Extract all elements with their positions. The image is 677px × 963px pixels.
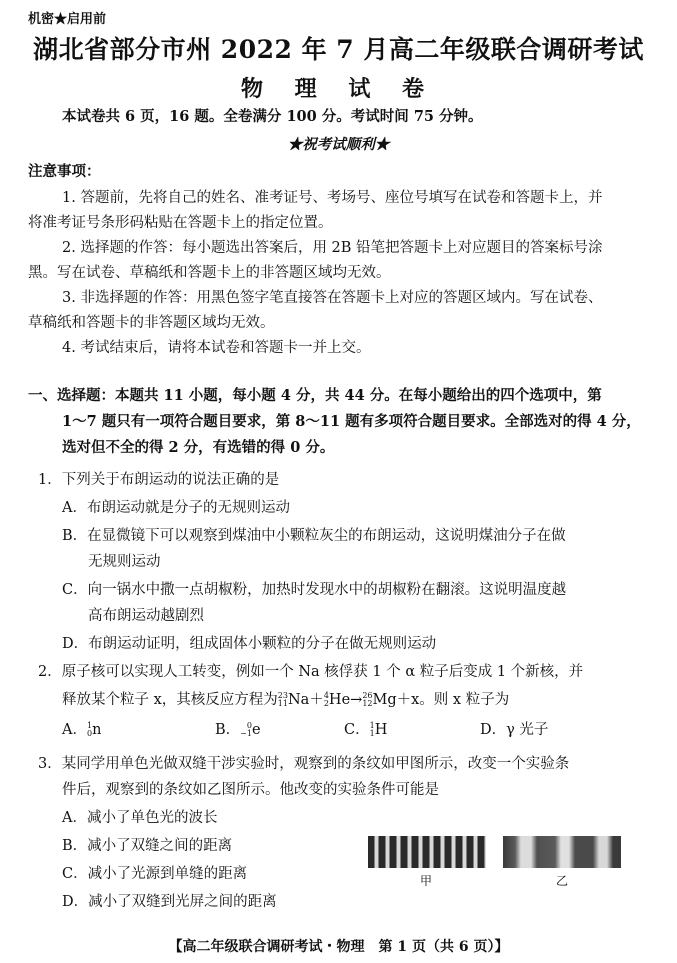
section-heading: 1～7 题只有一项符合题目要求，第 8～11 题有多项符合题目要求。全部选对的得 4 分， [62, 413, 641, 430]
notice-line: 4. 考试结束后，请将本试卷和答题卡一并上交。 [62, 340, 371, 356]
q1-option-c-cont: 高布朗运动越剧烈 [88, 608, 204, 624]
figure-label-jia: 甲 [420, 874, 433, 888]
page-footer: 【高二年级联合调研考试・物理 第 1 页（共 6 页）】 [168, 939, 509, 955]
question-2-stem: 2．原子核可以实现人工转变，例如一个 Na 核俘获 1 个 α 粒子后变成 1 个新核，并 [38, 664, 584, 680]
na-isotope-numbers: 23 11 [277, 691, 288, 708]
q2-option-c: C． 1 1 H [344, 721, 388, 738]
q3-option-d: D．减小了双缝到光屏之间的距离 [62, 894, 277, 910]
notice-line: 黑。写在试卷、草稿纸和答题卡上的非答题区域均无效。 [28, 265, 391, 281]
question-3-stem-cont: 件后，观察到的条纹如乙图所示。他改变的实验条件可能是 [62, 782, 439, 798]
good-luck-line: ★祝考试顺利★ [287, 136, 390, 153]
q1-option-a: A．布朗运动就是分子的无规则运动 [62, 500, 290, 516]
na-symbol: Na＋ [287, 692, 324, 708]
q3-option-c: C．减小了光源到单缝的距离 [62, 866, 248, 882]
notice-title: 注意事项： [28, 163, 101, 180]
figure-label-yi: 乙 [556, 874, 569, 888]
q1-option-c: C．向一锅水中撒一点胡椒粉，加热时发现水中的胡椒粉在翻滚。这说明温度越 [62, 582, 567, 598]
q2-option-b: B． 0 −1 e [215, 721, 261, 738]
exam-info: 本试卷共 6 页，16 题。全卷满分 100 分。考试时间 75 分钟。 [62, 108, 483, 125]
question-1-stem: 1．下列关于布朗运动的说法正确的是 [38, 472, 280, 488]
he-symbol: He→ [328, 692, 363, 708]
he-isotope-numbers: 4 2 [323, 691, 329, 708]
section-heading: 一、选择题：本题共 11 小题，每小题 4 分，共 44 分。在每小题给出的四个选项中，第 [28, 387, 602, 404]
q3-option-a: A．减小了单色光的波长 [62, 810, 218, 826]
mg-isotope-numbers: 26 12 [362, 691, 373, 708]
fringe-pattern-yi [503, 836, 621, 868]
exam-subject: 物 理 试 卷 [241, 76, 436, 102]
q1-option-b-cont: 无规则运动 [88, 554, 161, 570]
mg-symbol: Mg＋x。则 x 粒子为 [372, 692, 510, 708]
section-heading: 选对但不全的得 2 分，有选错的得 0 分。 [62, 439, 335, 456]
q1-option-d: D．布朗运动证明，组成固体小颗粒的分子在做无规则运动 [62, 636, 437, 652]
notice-line: 1. 答题前，先将自己的姓名、准考证号、考场号、座位号填写在试卷和答题卡上，并 [62, 190, 603, 206]
confidential-label: 机密★启用前 [28, 12, 107, 27]
question-3-stem: 3．某同学用单色光做双缝干涉实验时，观察到的条纹如甲图所示，改变一个实验条 [38, 756, 570, 772]
fringe-pattern-jia [368, 836, 486, 868]
q2-stem-text: 释放某个粒子 x，其核反应方程为 [62, 692, 278, 708]
exam-title: 湖北省部分市州 2022 年 7 月高二年级联合调研考试 [33, 35, 644, 64]
notice-line: 将准考证号条形码粘贴在答题卡上的指定位置。 [28, 215, 333, 231]
notice-line: 草稿纸和答题卡的非答题区域均无效。 [28, 315, 275, 331]
notice-line: 2. 选择题的作答：每小题选出答案后，用 2B 铅笔把答题卡上对应题目的答案标号涂 [62, 240, 603, 256]
q3-option-b: B．减小了双缝之间的距离 [62, 838, 233, 854]
q2-reaction-equation [62, 688, 509, 709]
q2-option-a: A． 1 0 n [62, 721, 102, 738]
q1-option-b: B．在显微镜下可以观察到煤油中小颗粒灰尘的布朗运动，这说明煤油分子在做 [62, 528, 566, 544]
notice-line: 3. 非选择题的作答：用黑色签字笔直接答在答题卡上对应的答题区域内。写在试卷、 [62, 290, 603, 306]
q2-option-d: D．γ 光子 [480, 722, 549, 738]
